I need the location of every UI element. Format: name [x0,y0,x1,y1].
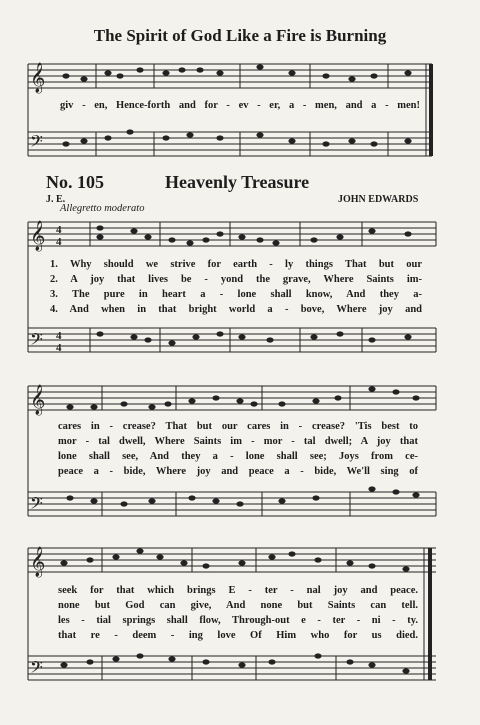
svg-text:𝄞: 𝄞 [30,63,46,92]
svg-text:4: 4 [56,342,62,354]
svg-text:𝄞: 𝄞 [30,547,46,576]
verse-4-line-3: that re - deem - ing love Of Him who for us died. [58,630,418,641]
verse-3-line-3: les - tial springs shall flow, Through-out e - ter - ni - ty. [58,615,418,626]
verse-3-line-1: 3. The pure in heart a - lone shall know, And they a- [50,289,422,300]
svg-text:4: 4 [56,236,62,248]
svg-text:𝄞: 𝄞 [30,221,46,250]
svg-text:𝄢: 𝄢 [30,133,43,155]
verse-1-line-2: cares in - crease? That but our cares in - crease? 'Tis best to [58,421,418,432]
verse-4-line-1: 4. And when in that bright world a - bove, Where joy and [50,304,422,315]
top-music-system [0,60,480,170]
top-hymn-title: The Spirit of God Like a Fire is Burning [93,26,387,45]
verse-2-line-2: mor - tal dwell, Where Saints im - mor - tal dwell; A joy that [58,436,418,447]
svg-text:4: 4 [56,224,62,236]
svg-text:𝄢: 𝄢 [30,659,43,681]
verse-2-line-3: none but God can give, And none but Saints can tell. [58,600,418,611]
verse-1-line-3: seek for that which brings E - ter - nal joy and peace. [58,585,418,596]
svg-text:𝄢: 𝄢 [30,495,43,517]
hymn-title: Heavenly Treasure [165,172,310,192]
words-credit: J. E. [46,194,66,205]
verse-2-line-1: 2. A joy that lives be - yond the grave, Where Saints im- [50,274,422,285]
music-credit: JOHN EDWARDS [338,194,419,205]
tempo-marking: Allegretto moderato [60,203,145,214]
svg-text:𝄢: 𝄢 [30,331,43,353]
verse-4-line-2: peace a - bide, Where joy and peace a - bide, We'll sing of [58,466,418,477]
svg-text:𝄞: 𝄞 [30,385,46,414]
verse-3-line-2: lone shall see, And they a - lone shall see; Joys from ce- [58,451,418,462]
verse-1-line-1: 1. Why should we strive for earth - ly things That but our [50,259,422,270]
top-hymn-lyric: giv - en, Hence-forth and for - ev - er, a - men, and a - men! [60,100,420,111]
hymn-number: No. 105 [46,172,104,192]
svg-text:4: 4 [56,330,62,342]
